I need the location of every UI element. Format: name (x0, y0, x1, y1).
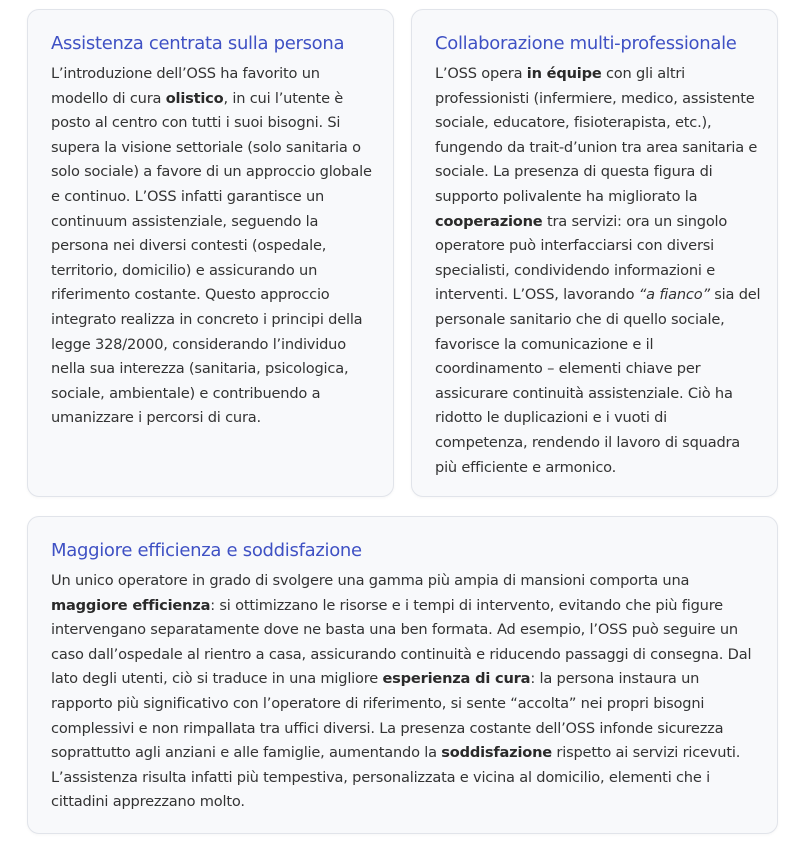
text-segment: L’OSS opera (435, 65, 527, 82)
card-efficiency-satisfaction (27, 516, 778, 834)
card-title: Maggiore efficienza e soddisfazione (51, 540, 362, 561)
text-segment: : la persona instaura un rapporto più significativo con l’operatore di riferimento, si sente “accolta” nei propri bisogni complessivi e non rimpallata tra uffici diversi. La presenza costante dell’OSS infonde sicurezza soprattutto agli anziani e alle famiglie, aumentando la (51, 670, 724, 762)
card-title: Collaborazione multi-professionale (435, 33, 737, 54)
text-segment: : si ottimizzano le risorse e i tempi di intervento, evitando che più figure intervengano separatamente dove ne basta una ben formata. Ad esempio, l’OSS può seguire un caso dall’ospedale al rientro a casa, assicurando continuità e riducendo passaggi di consegna. Dal lato degli utenti, ciò si traduce in una migliore (51, 596, 752, 688)
bold-term-esperienza-di-cura: esperienza di cura (382, 670, 531, 688)
text-segment: sia del personale sanitario che di quello sociale, favorisce la comunicazione e il coordinamento – elementi chiave per assicurare continuità assistenziale. Ciò ha ridotto le duplicazioni e i vuoti di competenza, rendendo il lavoro di squadra più efficiente e armonico. (435, 286, 761, 476)
bold-term-in-equipe: in équipe (526, 65, 602, 82)
card-paragraph (435, 62, 761, 480)
text-segment: con gli altri professionisti (infermiere, medico, assistente sociale, educatore, fisioterapista, etc.), fungendo da trait-d’union tra area sanitaria e sociale. La presenza di questa figura di supporto polivalente ha migliorato la (435, 65, 758, 205)
bold-term-cooperazione: cooperazione (435, 212, 543, 230)
bold-term-olistico: olistico (165, 89, 224, 107)
card-person-centered-care (27, 9, 394, 497)
bold-term-maggiore-efficienza: maggiore efficienza (51, 596, 211, 614)
text-segment: rispetto ai servizi ricevuti. L’assistenza risulta infatti più tempestiva, personalizzata e vicina al domicilio, elementi che i cittadini apprezzano molto. (51, 744, 741, 811)
card-paragraph (51, 62, 375, 431)
text-segment: tra servizi: ora un singolo operatore può interfacciarsi con diversi specialisti, condividendo informazioni e interventi. L’OSS, lavorando (435, 212, 728, 304)
italic-term-a-fianco: “a fianco” (638, 286, 710, 304)
bold-term-soddisfazione: soddisfazione (441, 744, 552, 762)
card-title: Assistenza centrata sulla persona (51, 33, 345, 54)
text-segment: L’introduzione dell’OSS ha favorito un modello di cura (51, 65, 320, 107)
text-segment: , in cui l’utente è posto al centro con tutti i suoi bisogni. Si supera la visione settoriale (solo sanitaria o solo sociale) a favore di un approccio globale e continuo. L’OSS infatti garantisce un continuum assistenziale, seguendo la persona nei diversi contesti (ospedale, territorio, domicilio) e assicurando un riferimento costante. Questo approccio integrato realizza in concreto i principi della legge 328/2000, considerando l’individuo nella sua interezza (sanitaria, psicologica, sociale, ambientale) e contribuendo a umanizzare i percorsi di cura. (51, 89, 372, 427)
card-multi-professional-collaboration (411, 9, 778, 497)
card-paragraph (51, 569, 759, 815)
text-segment: Un unico operatore in grado di svolgere una gamma più ampia di mansioni comporta una (51, 572, 690, 589)
